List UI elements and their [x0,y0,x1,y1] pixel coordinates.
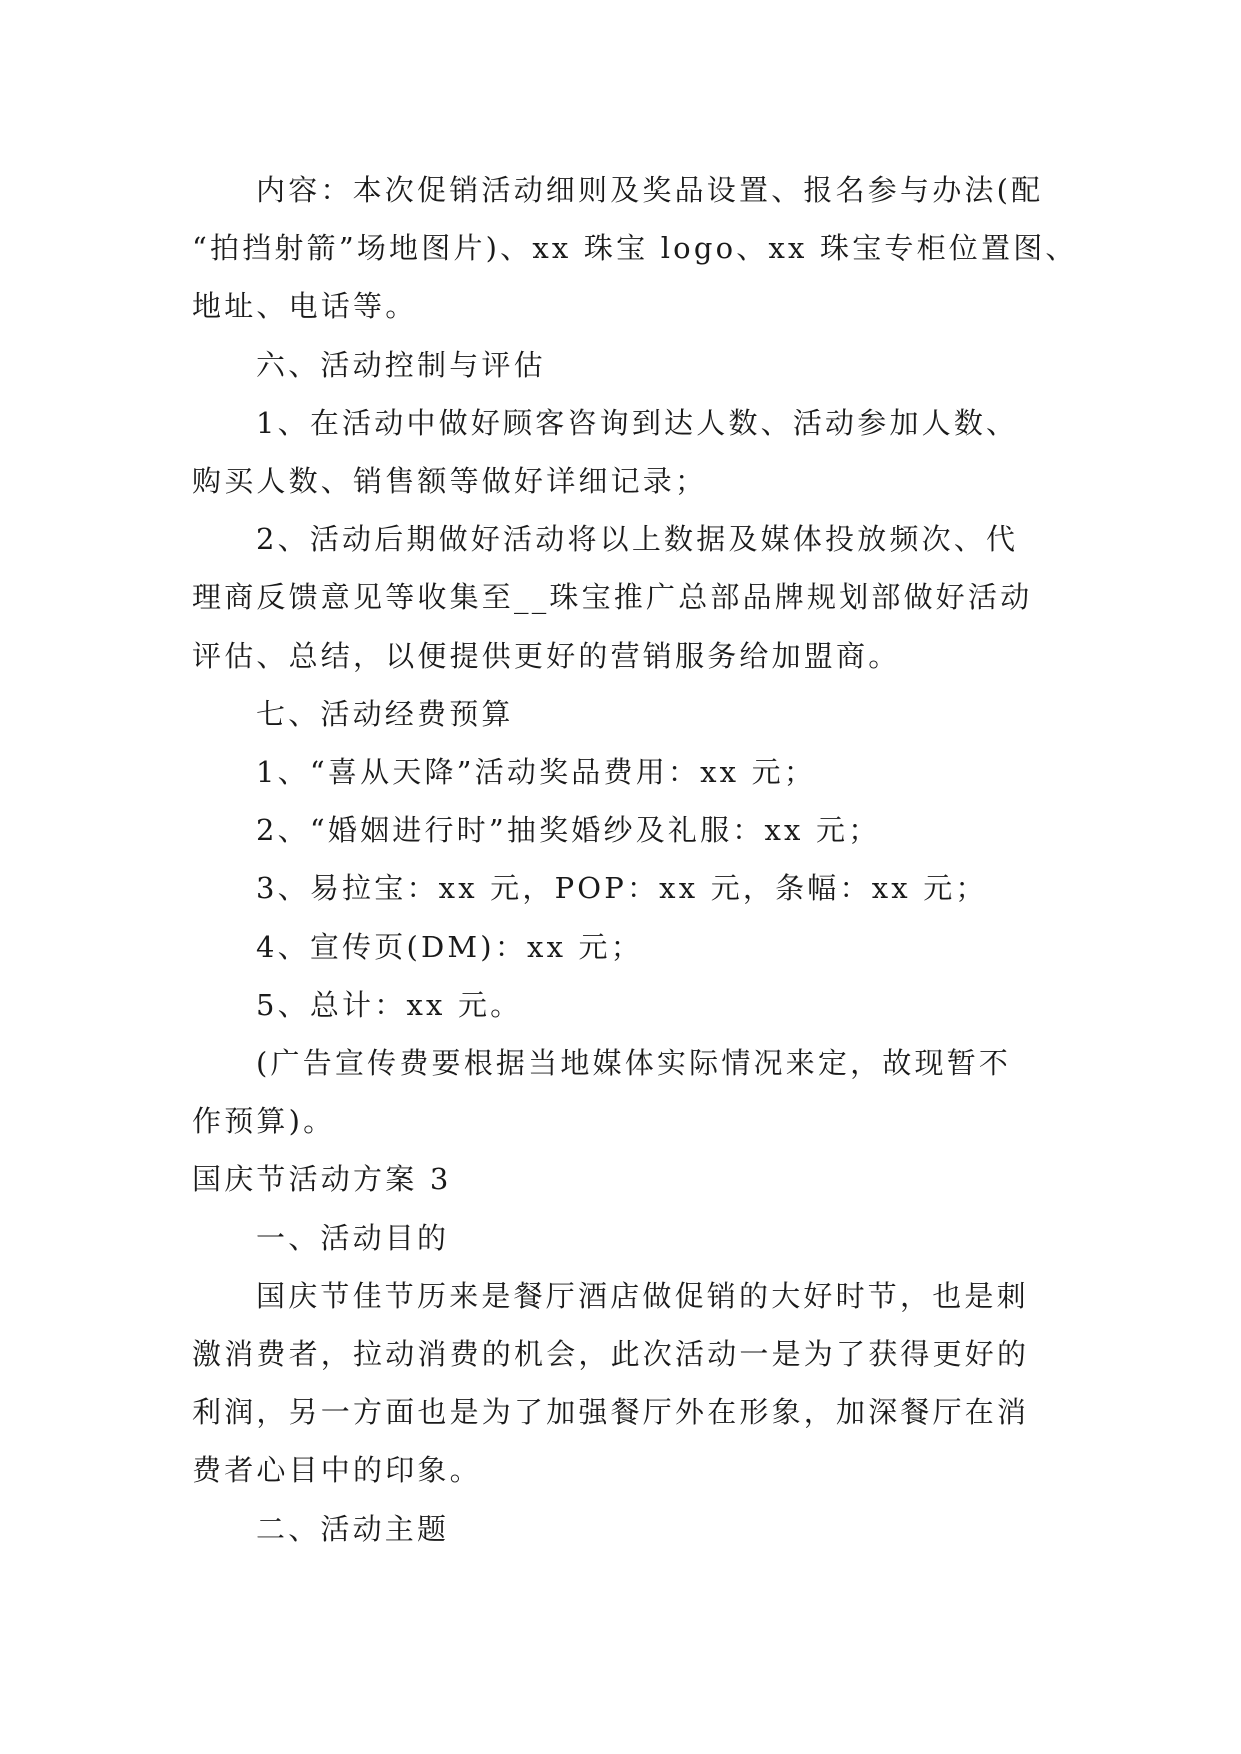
text-line: (广告宣传费要根据当地媒体实际情况来定，故现暂不 [256,1046,1012,1081]
section-heading: 一、活动目的 [256,1220,450,1255]
text-line: 购买人数、销售额等做好详细记录； [192,464,708,499]
budget-item: 1、“喜从天降”活动奖品费用：xx 元； [256,755,817,790]
budget-item: 3、易拉宝：xx 元，POP：xx 元，条幅：xx 元； [256,871,988,906]
section-heading: 七、活动经费预算 [256,696,514,731]
text-line: 作预算)。 [192,1104,336,1139]
text-line: 激消费者，拉动消费的机会，此次活动一是为了获得更好的 [192,1337,1030,1372]
text-line: 费者心目中的印象。 [192,1453,482,1488]
text-line: 理商反馈意见等收集至__珠宝推广总部品牌规划部做好活动 [192,580,1033,615]
document-body [192,161,1092,1558]
text-line: 评估、总结，以便提供更好的营销服务给加盟商。 [192,638,901,673]
text-line: 国庆节佳节历来是餐厅酒店做促销的大好时节，也是刺 [256,1278,1029,1313]
section-heading: 二、活动主题 [256,1511,450,1546]
text-line: 地址、电话等。 [192,289,418,324]
budget-item: 2、“婚姻进行时”抽奖婚纱及礼服：xx 元； [256,813,881,848]
section-heading: 六、活动控制与评估 [256,347,546,382]
budget-item: 4、宣传页(DM)：xx 元； [256,929,643,964]
document-title: 国庆节活动方案 3 [192,1162,452,1197]
text-line: “拍挡射箭”场地图片)、xx 珠宝 logo、xx 珠宝专柜位置图、 [192,231,1078,266]
text-line: 内容：本次促销活动细则及奖品设置、报名参与办法(配 [256,173,1044,207]
text-line: 利润，另一方面也是为了加强餐厅外在形象，加深餐厅在消 [192,1395,1030,1430]
text-line: 1、在活动中做好顾客咨询到达人数、活动参加人数、 [256,405,1019,440]
text-line: 2、活动后期做好活动将以上数据及媒体投放频次、代 [256,522,1019,557]
budget-item: 5、总计：xx 元。 [256,987,523,1022]
